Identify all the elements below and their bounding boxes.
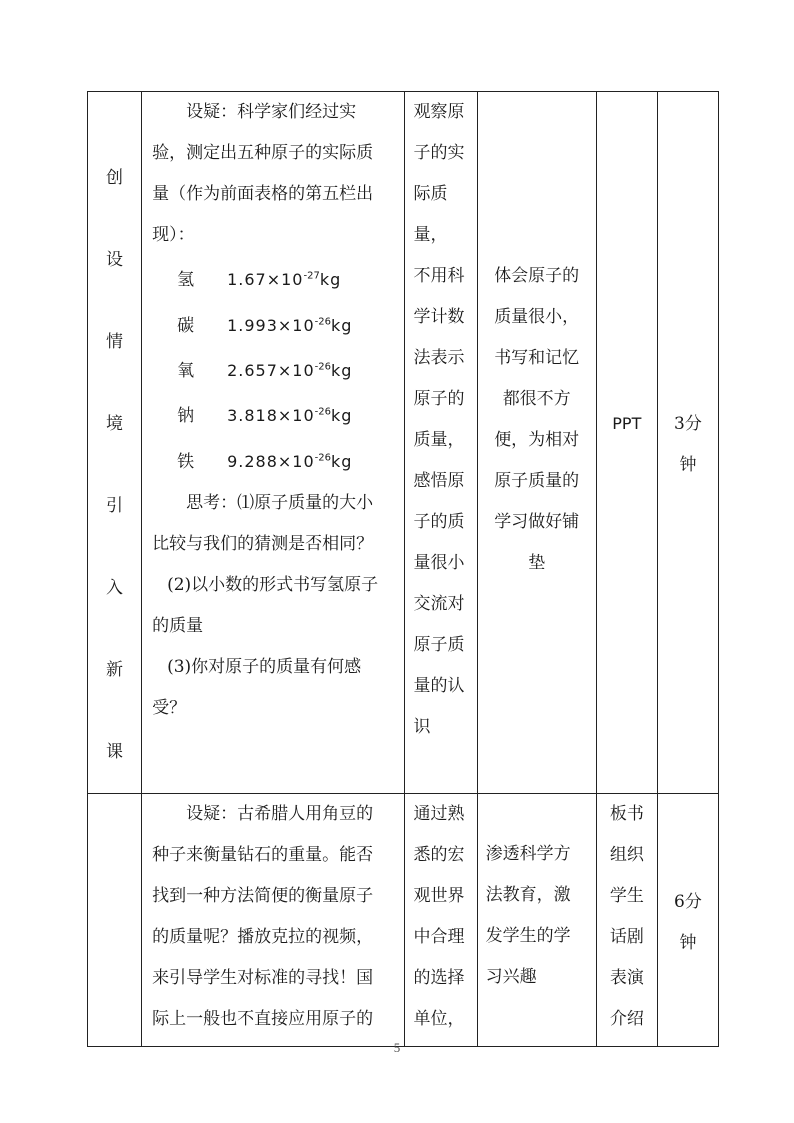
think-line: 比较与我们的猜测是否相同？ bbox=[152, 533, 374, 554]
time-cell: 6分 钟 bbox=[657, 794, 718, 1047]
time-cell: 3分 钟 bbox=[657, 92, 718, 794]
atomic-mass-row: 铁 $9.288\times 10^{-26}kg$ bbox=[177, 451, 353, 472]
question-line: 设疑：科学家们经过实 bbox=[186, 102, 357, 122]
media-cell: 板书 组织 学生 话剧 表演 介绍 bbox=[596, 794, 657, 1047]
table-row bbox=[88, 92, 719, 794]
media-label: PPT bbox=[612, 414, 642, 433]
atomic-mass-row: 钠 $3.818\times 10^{-26}kg$ bbox=[177, 406, 353, 427]
section-label-cell bbox=[88, 794, 142, 1047]
atomic-mass-row: 碳 $1.993\times 10^{-26}kg$ bbox=[177, 315, 353, 336]
think-line: (3)你对原子的质量有何感 bbox=[167, 656, 362, 677]
lesson-plan-table bbox=[87, 91, 719, 1047]
media-cell bbox=[596, 92, 657, 794]
teacher-activity-cell: 设疑：古希腊人用角豆的 种子来衡量钻石的重量。能否 找到一种方法简便的衡量原子 的质量呢？播放克拉的视频， 来引导学生对标准的寻找！国 际上一般也不直接应用原子的 bbox=[142, 794, 405, 1047]
section-label-cell bbox=[88, 92, 142, 794]
question-line: 现）： bbox=[152, 225, 195, 245]
question-line: 验，测定出五种原子的实际质 bbox=[152, 143, 374, 163]
design-intent-cell: 渗透科学方 法教育，激 发学生的学 习兴趣 bbox=[477, 794, 596, 1047]
table-row bbox=[88, 794, 719, 1047]
atomic-mass-list bbox=[152, 256, 396, 483]
section-label: 创 设 情 境 引 入 新 课 bbox=[106, 168, 124, 762]
atomic-mass-row: 氧 $2.657\times 10^{-26}kg$ bbox=[177, 360, 353, 381]
think-line: 的质量 bbox=[152, 615, 204, 636]
atomic-mass-row: 氢 $1.67\times 10^{-27}kg$ bbox=[177, 270, 342, 291]
question-line: 量（作为前面表格的第五栏出 bbox=[152, 184, 374, 204]
page-number: 5 bbox=[393, 1040, 401, 1055]
design-intent-cell: 体会原子的 质量很小， 书写和记忆 都很不方 便，为相对 原子质量的 学习做好铺 垫 bbox=[477, 92, 596, 794]
student-activity-cell: 观察原 子的实 际质 量， 不用科 学计数 法表示 原子的 质量， 感悟原 子的质 量很小 交流对 原子质 量的认 识 bbox=[405, 92, 477, 794]
student-activity-cell: 通过熟 悉的宏 观世界 中合理 的选择 单位， bbox=[405, 794, 477, 1047]
think-line: 受？ bbox=[152, 697, 187, 718]
think-line: 思考：⑴原子质量的大小 bbox=[186, 492, 374, 513]
think-line: (2)以小数的形式书写氢原子 bbox=[167, 574, 379, 595]
teacher-activity-cell bbox=[142, 92, 405, 794]
